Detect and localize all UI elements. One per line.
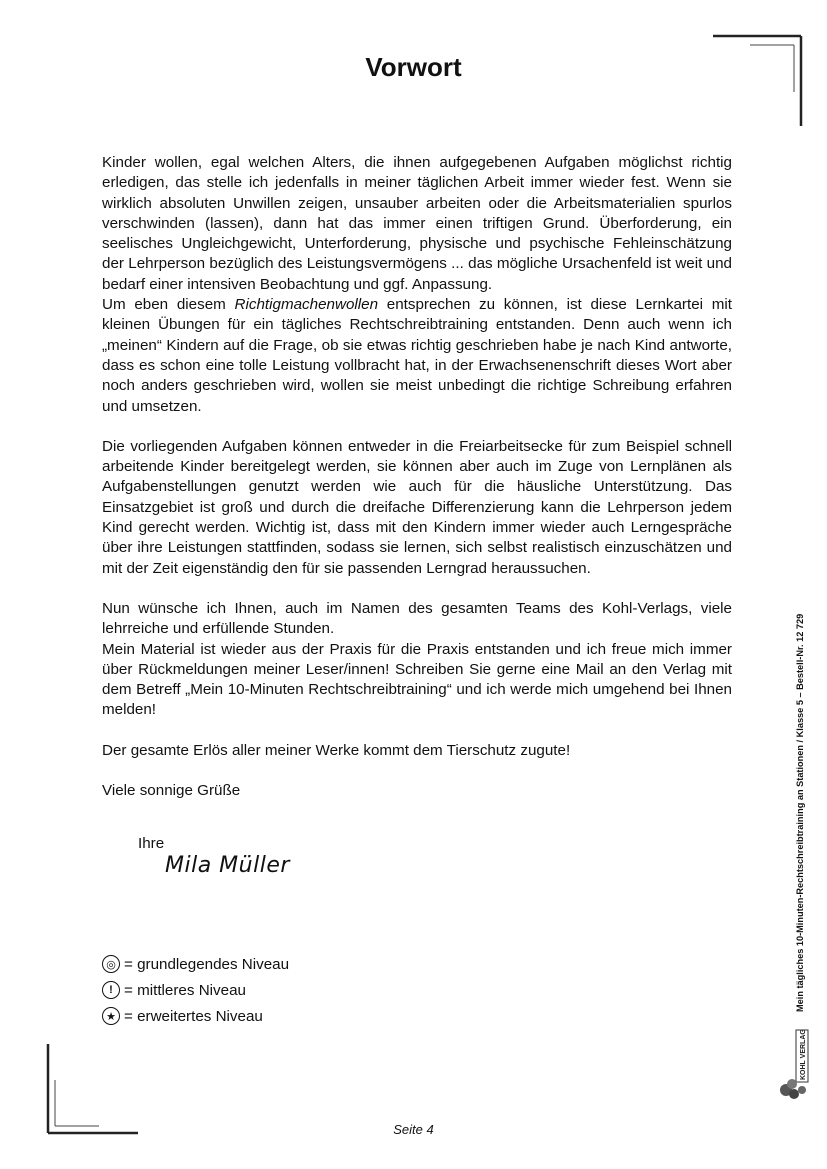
- page-number: Seite 4: [393, 1122, 434, 1137]
- paragraph-4: Nun wünsche ich Ihnen, auch im Namen des gesamten Teams des Kohl-Verlags, viele lehrreiche und erfüllende Stunden.: [102, 599, 732, 638]
- legend-item-medium: [102, 977, 289, 1003]
- svg-text:KOHL VERLAG: KOHL VERLAG: [800, 1029, 807, 1080]
- greeting: Viele sonnige Grüße: [102, 782, 241, 800]
- kohl-verlag-logo: [776, 1028, 816, 1104]
- paragraph-2: [102, 295, 732, 417]
- side-imprint: Mein tägliches 10-Minuten-Rechtschreibtraining an Stationen / Klasse 5 – Bestell-Nr. 12 729: [795, 613, 805, 1012]
- target-icon: ◎: [102, 955, 120, 973]
- page-title: Vorwort: [365, 52, 462, 82]
- signature: Mila Müller: [165, 853, 290, 878]
- legend-label: = grundlegendes Niveau: [124, 955, 290, 973]
- level-legend: [102, 951, 289, 1029]
- exclamation-icon: !: [102, 981, 120, 999]
- legend-label: = erweitertes Niveau: [124, 1007, 263, 1025]
- legend-item-basic: [102, 951, 289, 977]
- legend-label: = mittleres Niveau: [124, 981, 246, 999]
- paragraph-1: Kinder wollen, egal welchen Alters, die ihnen aufgegebenen Aufgaben möglichst richtig erledigen, das stelle ich jedenfalls in meiner täglichen Arbeit immer wieder fest. Wenn sie wirklich absoluten Unwillen zeigen, unsauber arbeiten oder die Arbeitsmaterialien spurlos verschwinden (lassen), dann hat das immer einen triftigen Grund. Überforderung, ein seelisches Ungleichgewicht, Unterforderung, physische und psychische Fehleinschätzung der Lehrperson bezüglich des Leistungsvermögens ... das mögliche Ursachenfeld ist weit und bedarf einer intensiven Beobachtung und ggf. Anpassung.: [102, 154, 732, 293]
- paragraph-5: Mein Material ist wieder aus der Praxis für die Praxis entstanden und ich freue mich immer über Rückmeldungen meiner Leser/innen! Schreiben Sie gerne eine Mail an den Verlag mit dem Betreff „Mein 10-Minuten Rechtschreibtraining“ und ich werde mich umgehend bei Ihnen melden!: [102, 640, 732, 719]
- paragraph-2-start: Um eben diesem: [102, 296, 235, 314]
- paragraph-2-emphasis: Richtigmachenwollen: [234, 296, 379, 314]
- star-icon: ★: [102, 1007, 120, 1025]
- paragraph-3: Die vorliegenden Aufgaben können entweder in die Freiarbeitsecke für zum Beispiel schnell arbeitende Kinder bereitgelegt werden, sie können aber auch im Zuge von Lernplänen als Aufgabenstellungen genutzt werden wie auch für die häusliche Unterstützung. Das Einsatzgebiet ist groß und durch die dreifache Differenzierung kann die Lehrperson jedem Kind gerecht werden. Wichtig ist, dass mit den Kindern immer wieder auch Lerngespräche über ihre Leistungen stattfinden, sodass sie lernen, sich selbst realistisch einzuschätzen und mit der Zeit eigenständig den für sie passenden Lerngrad heraussuchen.: [102, 437, 732, 577]
- paragraph-2-rest: entsprechen zu können, ist diese Lernkartei mit kleinen Übungen für ein tägliches Rechtschreibtraining entstanden. Denn auch wenn ich „meinen“ Kindern auf die Frage, ob sie etwas richtig geschrieben habe je nach Kind antworte, dass es schon eine tolle Leistung vollbracht hat, in der Erwachsenenschrift dieses Wort aber noch anders geschrieben wird, wollen sie meist unbedingt die richtige Schreibung erfahren und umsetzen.: [102, 296, 732, 415]
- legend-item-advanced: [102, 1003, 289, 1029]
- paragraph-6: Der gesamte Erlös aller meiner Werke kommt dem Tierschutz zugute!: [102, 741, 571, 759]
- body-text: [102, 153, 732, 801]
- closing-ihre: Ihre: [138, 835, 165, 852]
